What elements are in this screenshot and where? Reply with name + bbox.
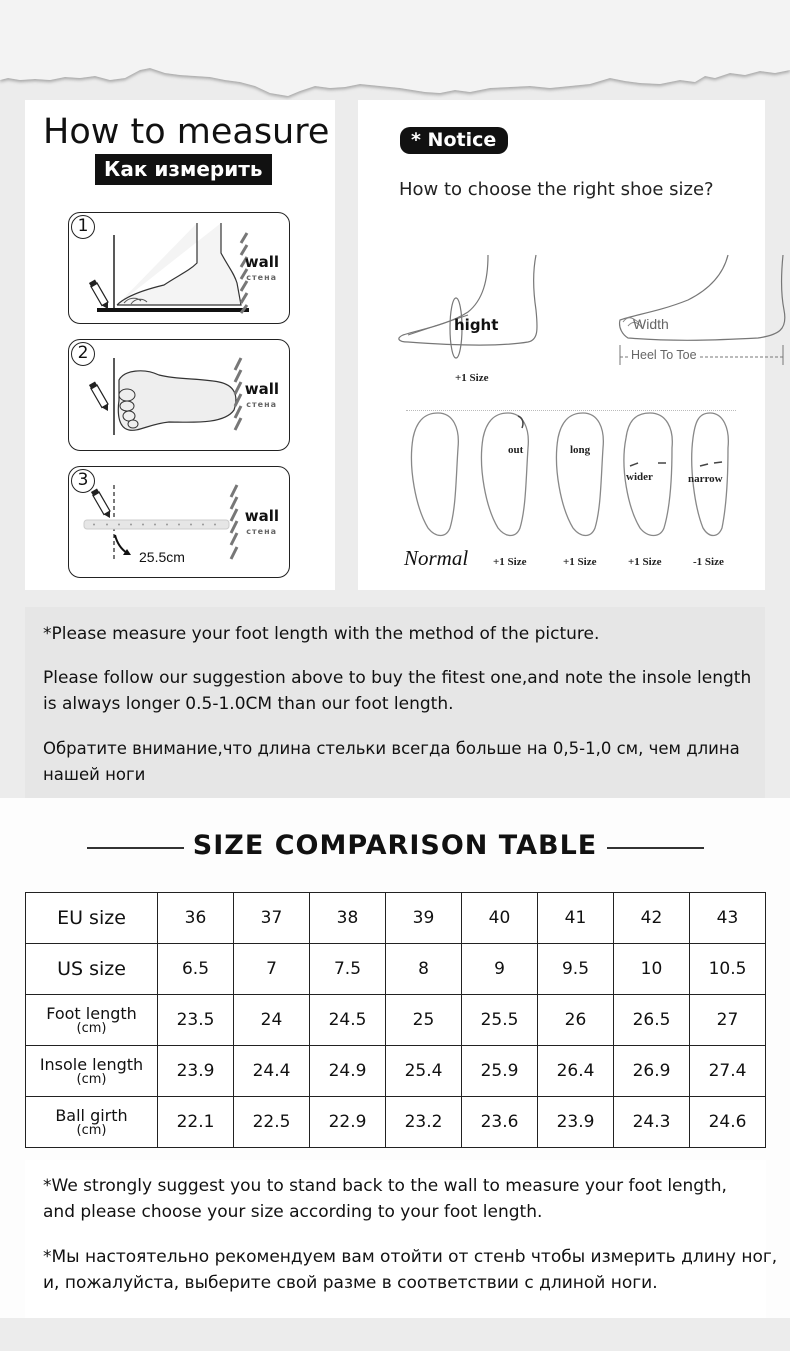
foot-type-caption-normal: Normal [404,546,469,570]
table-cell: 24.9 [310,1046,386,1097]
row-header-label: EU size [57,907,126,929]
title-rule-right [607,847,704,849]
how-to-measure-panel [25,100,335,590]
measurement-info-band [25,607,765,798]
how-to-measure-title: How to measure [43,112,330,152]
table-cell: 43 [690,893,766,944]
table-cell: 23.5 [158,995,234,1046]
table-cell: 26 [538,995,614,1046]
table-cell: 36 [158,893,234,944]
measurement-value: 25.5cm [139,549,185,565]
step-number-badge: 2 [71,342,95,366]
row-header-unit: (cm) [76,1020,107,1036]
measure-step-1 [68,212,290,324]
table-cell: 10.5 [690,944,766,995]
table-cell: 8 [386,944,462,995]
table-row [26,944,766,995]
foot-type-caption-long: +1 Size [563,556,597,568]
row-header [26,1046,158,1097]
table-cell: 23.2 [386,1097,462,1148]
info-line-ru: Обратите внимание,что длина стельки всегда больше на 0,5-1,0 см, чем длина нашей ноги [43,739,740,784]
table-cell: 24.6 [690,1097,766,1148]
table-row [26,1097,766,1148]
table-cell: 40 [462,893,538,944]
table-cell: 26.9 [614,1046,690,1097]
row-header-label: Foot length [46,1003,137,1023]
foot-type-caption-out: +1 Size [493,556,527,568]
table-cell: 39 [386,893,462,944]
note-en-line-2: and please choose your size according to your foot length. [43,1202,543,1222]
table-cell: 25.4 [386,1046,462,1097]
row-header-label: Insole length [39,1054,144,1074]
foot-type-caption-wider: +1 Size [628,556,662,568]
notice-badge: * Notice [400,127,508,154]
table-cell: 9 [462,944,538,995]
foot-type-caption-narrow: -1 Size [693,556,724,568]
table-cell: 24.5 [310,995,386,1046]
table-cell: 37 [234,893,310,944]
table-cell: 25.5 [462,995,538,1046]
wall-label: wall [244,253,279,271]
wall-label: wall [244,380,279,398]
wall-label-ru: стена [246,527,277,536]
note-en-line-1: *We strongly suggest you to stand back to the wall to measure your foot length, [43,1176,727,1196]
table-cell: 24.4 [234,1046,310,1097]
table-cell: 25 [386,995,462,1046]
table-row [26,995,766,1046]
table-cell: 10 [614,944,690,995]
step-number-badge: 1 [71,215,95,239]
measure-step-3 [68,466,290,578]
row-header-unit: (cm) [76,1122,107,1138]
table-cell: 25.9 [462,1046,538,1097]
table-cell: 7 [234,944,310,995]
row-header [26,995,158,1046]
table-cell: 24 [234,995,310,1046]
row-header [26,944,158,995]
row-header [26,893,158,944]
table-cell: 26.5 [614,995,690,1046]
note-ru-line-1: *Мы настоятельно рекомендуем вам отойти от стенb чтобы измерить длину ног, [43,1247,778,1267]
foot-type-label-wider: wider [626,471,653,483]
table-cell: 7.5 [310,944,386,995]
table-cell: 27.4 [690,1046,766,1097]
table-cell: 27 [690,995,766,1046]
table-cell: 23.9 [538,1097,614,1148]
table-cell: 23.9 [158,1046,234,1097]
wall-label: wall [244,507,279,525]
foot-type-label-long: long [570,444,591,456]
table-row [26,893,766,944]
table-cell: 6.5 [158,944,234,995]
how-to-measure-subtitle-ru: Как измерить [95,154,272,185]
hight-size-note: +1 Size [455,372,489,384]
measure-step-2 [68,339,290,451]
width-label: Width [633,316,669,332]
page-footer-margin [0,1318,790,1351]
wall-label-ru: стена [246,400,277,409]
table-cell: 42 [614,893,690,944]
row-header-unit: (cm) [76,1071,107,1087]
hight-label: hight [454,316,499,334]
step-number-badge: 3 [71,469,95,493]
table-cell: 26.4 [538,1046,614,1097]
foot-type-label-narrow: narrow [688,473,723,485]
notice-panel [358,100,765,590]
row-header-label: US size [57,958,126,980]
table-cell: 41 [538,893,614,944]
info-line-measure: *Please measure your foot length with the method of the picture. [43,624,600,644]
notice-question: How to choose the right shoe size? [399,179,714,200]
foot-side-sketches [388,250,790,400]
size-table-title: SIZE COMPARISON TABLE [192,830,598,861]
table-cell: 38 [310,893,386,944]
info-line-insole-note: Please follow our suggestion above to buy the fitest one,and note the insole length is always longer 0.5-1.0CM than our foot length. [43,668,752,714]
foot-type-label-out: out [508,444,524,456]
row-header [26,1097,158,1148]
wall-label-ru: стена [246,273,277,282]
size-comparison-table [25,892,766,1148]
row-header-label: Ball girth [55,1105,128,1125]
table-cell: 22.1 [158,1097,234,1148]
table-cell: 9.5 [538,944,614,995]
table-cell: 24.3 [614,1097,690,1148]
note-ru-line-2: и, пожалуйста, выберите свой разме в соответствии с длиной ноги. [43,1273,658,1293]
heel-to-toe-label: Heel To Toe [628,348,700,362]
table-cell: 22.9 [310,1097,386,1148]
table-cell: 23.6 [462,1097,538,1148]
table-cell: 22.5 [234,1097,310,1148]
table-row [26,1046,766,1097]
